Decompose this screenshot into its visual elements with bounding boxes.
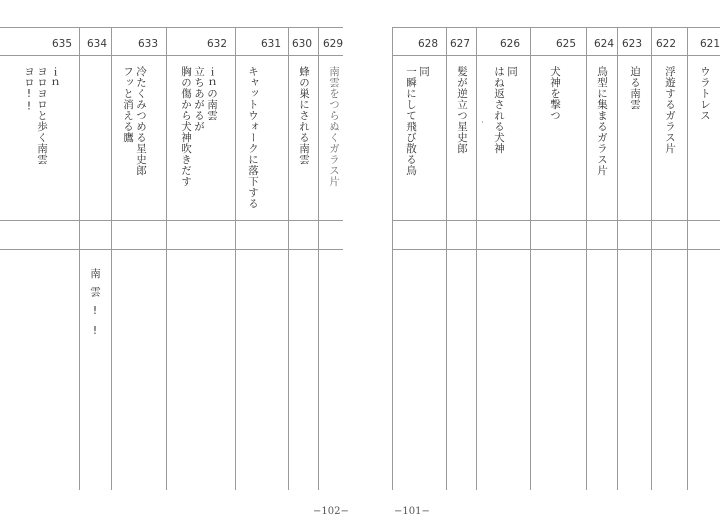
shot-description: 同 一瞬にして飛び散る鳥 xyxy=(405,66,430,176)
shot-number: 629 xyxy=(322,38,343,50)
shot-dialogue: 南雲!! xyxy=(89,268,101,345)
shot-description: 鳥型に集まるガラス片 xyxy=(596,66,608,176)
header-rule-bottom xyxy=(0,55,343,56)
column-divider xyxy=(318,27,319,490)
shot-description: ｉｎ ヨロヨロと歩く南雲 ヨロ!! xyxy=(23,66,61,165)
column-divider xyxy=(651,27,652,490)
shot-number: 623 xyxy=(621,38,642,50)
column-divider xyxy=(476,27,477,490)
column-divider xyxy=(235,27,236,490)
page-number: −102− xyxy=(313,506,349,517)
column-divider xyxy=(687,27,688,490)
shot-number: 632 xyxy=(206,38,227,50)
shot-number: 621 xyxy=(699,38,720,50)
shot-number: 625 xyxy=(555,38,576,50)
shot-description: 冷たくみつめる星史郎 フッと消える鷹 xyxy=(122,66,147,176)
shot-number: 626 xyxy=(499,38,520,50)
speck-mark: · xyxy=(481,118,484,128)
shot-description: 浮遊するガラス片 xyxy=(664,66,676,154)
shot-description: 髪が逆立つ星史郎 xyxy=(456,66,468,154)
shot-description: ｉｎの南雲 立ちあがるが 胸の傷から犬神吹きだす xyxy=(180,66,218,187)
row-rule-2 xyxy=(392,249,720,250)
shot-number: 630 xyxy=(291,38,312,50)
row-rule-1 xyxy=(0,220,343,221)
shot-description: 同 はね返される犬神 xyxy=(493,66,518,154)
column-divider xyxy=(617,27,618,490)
column-divider xyxy=(166,27,167,490)
header-rule-top xyxy=(0,27,343,28)
column-divider xyxy=(530,27,531,490)
shot-description: キャットウォークに落下する xyxy=(247,66,259,209)
shot-number: 635 xyxy=(51,38,72,50)
page-left-edge xyxy=(392,27,393,490)
shot-number: 624 xyxy=(593,38,614,50)
page-number: −101− xyxy=(394,506,430,517)
shot-description: 犬神を撃つ xyxy=(549,66,561,121)
column-divider xyxy=(111,27,112,490)
column-divider xyxy=(288,27,289,490)
shot-description: ウラトレス xyxy=(699,66,711,121)
header-rule-bottom xyxy=(392,55,720,56)
row-rule-1 xyxy=(392,220,720,221)
shot-number: 622 xyxy=(655,38,676,50)
left-page xyxy=(0,0,349,532)
shot-description: 迫る南雲 xyxy=(629,66,641,110)
column-divider xyxy=(446,27,447,490)
shot-description: 蜂の巣にされる南雲 xyxy=(298,66,310,165)
shot-number: 633 xyxy=(137,38,158,50)
column-divider xyxy=(586,27,587,490)
shot-number: 634 xyxy=(86,38,107,50)
shot-number: 628 xyxy=(417,38,438,50)
right-page xyxy=(378,0,720,532)
shot-number: 627 xyxy=(449,38,470,50)
shot-number: 631 xyxy=(260,38,281,50)
header-rule-top xyxy=(392,27,720,28)
row-rule-2 xyxy=(0,249,343,250)
shot-description: 南雲をつらぬくガラス片 xyxy=(328,66,340,187)
column-divider xyxy=(79,27,80,490)
